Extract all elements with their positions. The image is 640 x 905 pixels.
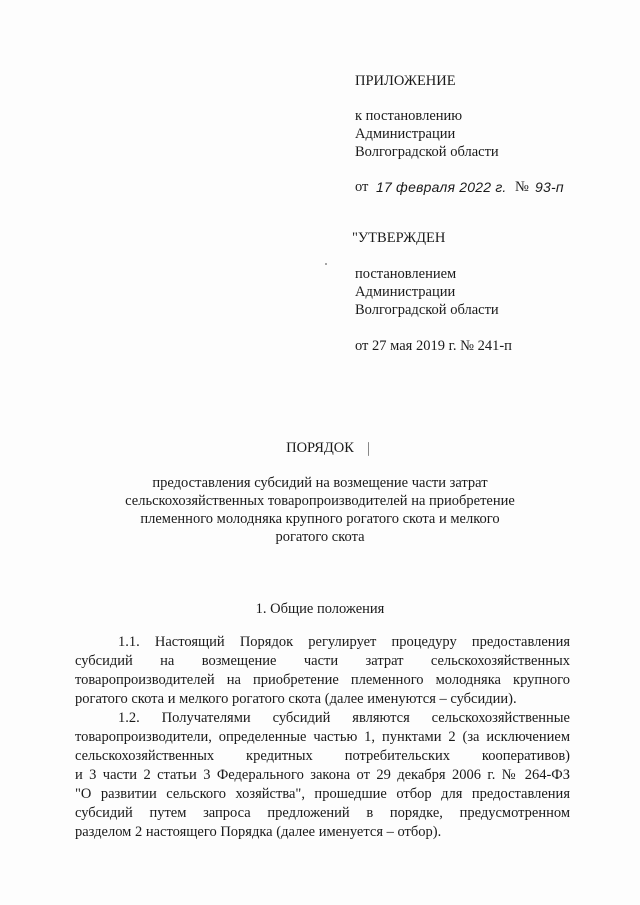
scan-speck <box>325 263 327 265</box>
approved-title: "УТВЕРЖДЕН <box>352 230 446 246</box>
paragraph-line: субсидий путем запроса предложений в порядке, предусмотренном <box>75 805 570 821</box>
scan-speck <box>368 442 369 456</box>
paragraph-line: 1.1. Настоящий Порядок регулирует процедуру предоставления <box>118 634 570 650</box>
subtitle-line: племенного молодняка крупного рогатого скота и мелкого <box>140 511 500 527</box>
annex-line-2: Администрации <box>355 126 456 142</box>
subtitle-line: рогатого скота <box>275 529 365 545</box>
annex-title: ПРИЛОЖЕНИЕ <box>355 73 456 89</box>
approved-line-3: Волгоградской области <box>355 302 499 318</box>
paragraph-line: рогатого скота и мелкого рогатого скота (далее именуются – субсидии). <box>75 691 517 707</box>
approved-line-1: постановлением <box>355 266 457 282</box>
paragraph-line: 1.2. Получателями субсидий являются сельскохозяйственные <box>118 710 570 726</box>
section-title: 1. Общие положения <box>255 601 385 617</box>
document-title: ПОРЯДОК <box>286 440 354 456</box>
annex-date-value: 17 февраля 2022 г. <box>376 179 507 195</box>
paragraph-line: субсидий на возмещение части затрат сельскохозяйственных <box>75 653 570 669</box>
annex-number-value: 93-п <box>535 179 564 195</box>
paragraph-line: сельскохозяйственных кредитных потребительских кооперативов) <box>75 748 570 764</box>
paragraph-line: "О развитии сельского хозяйства", прошедшие отбор для предоставления <box>75 786 570 802</box>
annex-number-prefix: № <box>515 179 529 195</box>
subtitle-line: предоставления субсидий на возмещение части затрат <box>152 475 488 491</box>
approved-date: от 27 мая 2019 г. № 241-п <box>355 338 512 354</box>
annex-line-1: к постановлению <box>355 108 463 124</box>
subtitle-line: сельскохозяйственных товаропроизводителей на приобретение <box>125 493 515 509</box>
paragraph-line: товаропроизводители, определенные частью 1, пунктами 2 (за исключением <box>75 729 570 745</box>
annex-line-3: Волгоградской области <box>355 144 499 160</box>
paragraph-line: товаропроизводителей на приобретение племенного молодняка крупного <box>75 672 570 688</box>
approved-line-2: Администрации <box>355 284 456 300</box>
paragraph-line: и 3 части 2 статьи 3 Федерального закона от 29 декабря 2006 г. № 264-ФЗ <box>75 767 570 783</box>
paragraph-line: разделом 2 настоящего Порядка (далее именуется – отбор). <box>75 824 442 840</box>
annex-date-prefix: от <box>355 179 369 195</box>
